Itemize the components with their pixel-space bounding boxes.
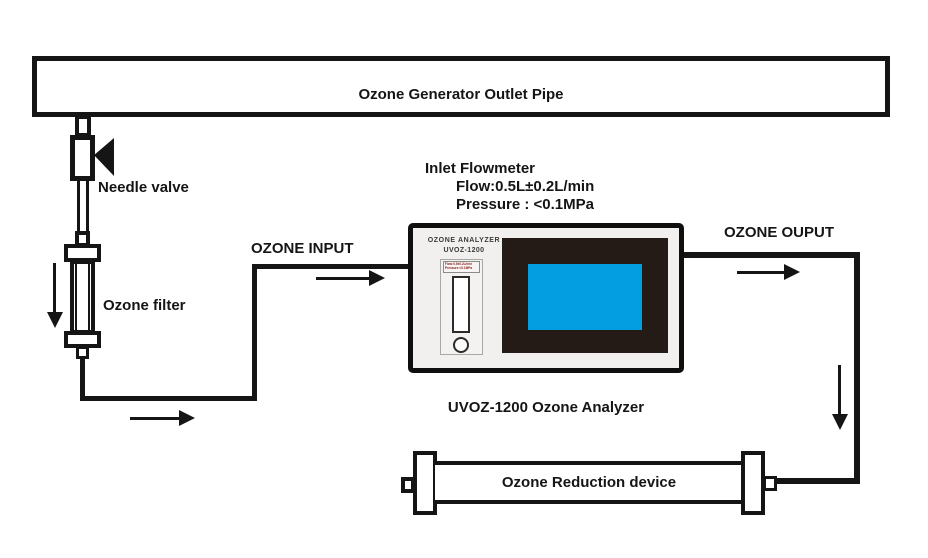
ozone-filter-body [70,260,95,334]
analyzer-screen-bezel [502,238,668,353]
pipe-reduction-connector [775,478,860,484]
pipe-input-horizontal [252,264,410,269]
pipe-output-horizontal [684,252,860,258]
outlet-pipe-label: Ozone Generator Outlet Pipe [358,86,564,103]
arrow-head [832,414,848,430]
arrow-head [784,264,800,280]
reduction-device-cap-right [741,451,765,515]
needle-valve-stub [75,115,91,137]
pipe-bottom-horizontal [80,396,257,401]
analyzer-display-screen[interactable] [528,264,642,330]
filter-stub-bottom [76,346,89,359]
arrow-shaft [316,277,370,280]
arrow-head [369,270,385,286]
pipe-output-vertical [854,252,860,484]
ozone-filter-label: Ozone filter [103,297,186,314]
reduction-device-label: Ozone Reduction device [501,474,677,491]
analyzer-panel-title: OZONE ANALYZER [427,237,501,244]
inlet-flowmeter-flow: Flow:0.5L±0.2L/min [456,178,595,195]
inlet-flowmeter-spec [425,160,594,214]
arrow-shaft [130,417,180,420]
arrow-head [47,312,63,328]
needle-valve-label: Needle valve [98,179,189,196]
ozone-generator-outlet-pipe [32,56,890,117]
ozone-filter-inner-wall [75,264,90,330]
ozone-input-label: OZONE INPUT [251,240,354,257]
reduction-device-nipple-right [763,476,777,491]
inlet-flowmeter-pressure: Pressure : <0.1MPa [456,196,594,213]
analyzer-model-label: UVOZ-1200 [443,247,485,254]
needle-valve-body [70,135,95,181]
analyzer-flowmeter-panel [440,259,483,355]
arrow-shaft [53,263,56,313]
pipe-filter-down [80,356,85,401]
ozone-reduction-device [435,461,743,504]
valve-to-filter-pipe [77,179,89,234]
pipe-input-vertical [252,264,257,401]
arrow-head [179,410,195,426]
ozone-analyzer-unit [408,223,684,373]
flowmeter-tube [452,276,470,333]
analyzer-spec-sticker-text: Flow:0.5±0.2L/min Pressure:<0.1MPa [444,262,473,271]
flow-adjust-knob[interactable] [453,337,469,353]
arrow-shaft [838,365,841,415]
needle-valve-cone-icon [94,138,114,176]
analyzer-spec-sticker [443,261,480,273]
arrow-shaft [737,271,785,274]
analyzer-caption: UVOZ-1200 Ozone Analyzer [447,399,645,416]
reduction-device-cap-left [413,451,437,515]
ozone-output-label: OZONE OUPUT [724,224,835,241]
inlet-flowmeter-title: Inlet Flowmeter [425,160,536,177]
